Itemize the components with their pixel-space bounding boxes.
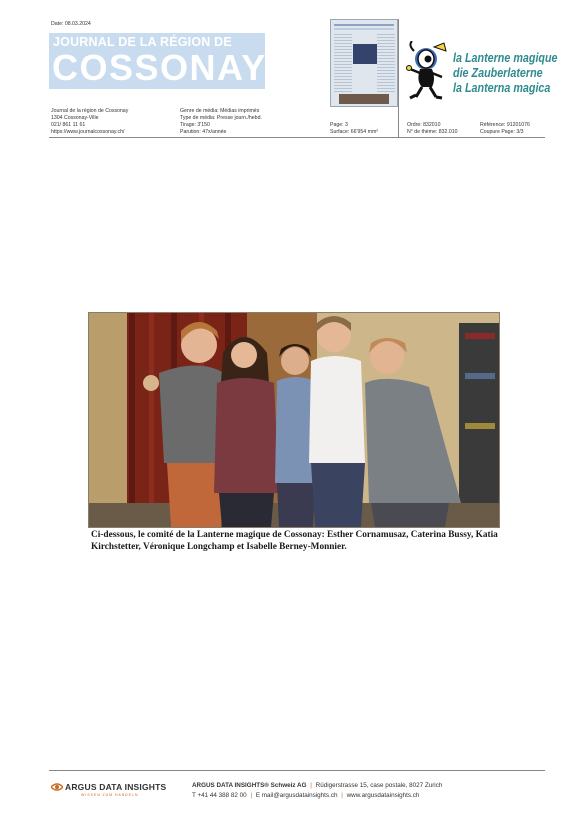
footer-separator: | <box>250 792 253 799</box>
page-info <box>330 122 378 136</box>
lantern-mascot-icon <box>404 41 454 101</box>
argus-eye-icon <box>51 782 63 792</box>
logo-text-it: la Lanterna magica <box>453 81 551 95</box>
meta-line: Référence: 91201076 <box>480 122 530 128</box>
media-info <box>180 108 262 136</box>
meta-line: https://www.journalcossonay.ch/ <box>51 129 125 135</box>
order-info <box>407 122 458 136</box>
meta-line: Surface: 66'954 mm² <box>330 129 378 135</box>
meta-line: N° de thème: 832.010 <box>407 129 458 135</box>
newspaper-masthead <box>49 33 265 89</box>
publication-info <box>51 108 128 136</box>
footer-rule <box>49 770 545 771</box>
committee-photo <box>88 312 500 528</box>
masthead-line-2: COSSONAY <box>52 47 267 88</box>
header-rule <box>49 137 545 138</box>
meta-line: Type de média: Presse journ./hebd. <box>180 115 262 121</box>
meta-line: Journal de la région de Cossonay <box>51 108 129 114</box>
footer-separator: | <box>341 792 343 799</box>
footer-address: Rüdigerstrasse 15, case postale, 8027 Zurich <box>315 782 443 789</box>
argus-brand-name: ARGUS DATA INSIGHTS <box>65 782 167 792</box>
lanterne-magique-logo <box>404 41 558 103</box>
header-divider <box>398 19 399 137</box>
footer-phone: T +41 44 388 82 00 <box>192 792 247 799</box>
meta-line: Parution: 47x/année <box>180 129 227 135</box>
meta-line: 1304 Cossonay-Ville <box>51 115 99 121</box>
meta-line: Genre de média: Médias imprimés <box>180 108 260 114</box>
footer-contact-line <box>192 792 419 799</box>
meta-line: Coupure Page: 3/3 <box>480 129 524 135</box>
logo-text-de: die Zauberlaterne <box>453 66 543 80</box>
meta-line: Tirage: 3'150 <box>180 122 210 128</box>
meta-line: 021/ 861 11 61 <box>51 122 86 128</box>
photo-caption: Ci-dessous, le comité de la Lanterne magique de Cossonay: Esther Cornamusaz, Caterina Bussy, Katia Kirchstetter, Véronique Longchamp et Isabelle Berney-Monnier. <box>91 530 498 552</box>
reference-info <box>480 122 530 136</box>
footer-website-link[interactable]: www.argusdatainsights.ch <box>346 792 420 799</box>
argus-tagline: WISSEN ZUM HANDELN <box>81 793 139 797</box>
meta-line: Page: 3 <box>330 122 348 128</box>
logo-text-fr: la Lanterne magique <box>453 51 558 65</box>
masthead-line-1: JOURNAL DE LA RÉGION DE <box>53 35 232 49</box>
footer-address-line <box>192 782 442 789</box>
meta-line: Ordre: 832010 <box>407 122 441 128</box>
clipping-date: Date: 08.03.2024 <box>51 21 91 27</box>
footer-separator: | <box>310 782 312 789</box>
footer-company: ARGUS DATA INSIGHTS® Schweiz AG <box>192 782 307 789</box>
footer-email-link[interactable]: E mail@argusdatainsights.ch <box>255 792 338 799</box>
page-thumbnail <box>330 19 398 107</box>
